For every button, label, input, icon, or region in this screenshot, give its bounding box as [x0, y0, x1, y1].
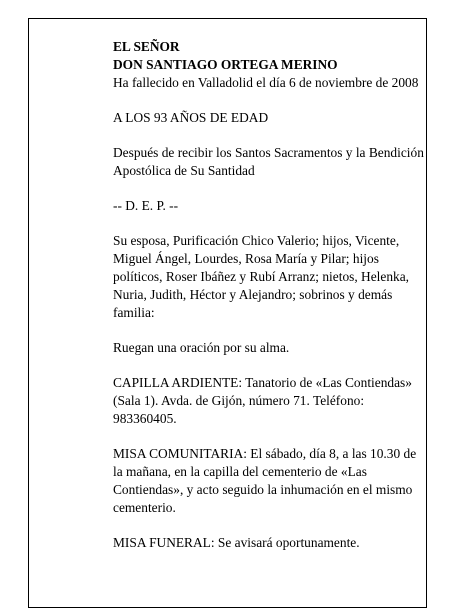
prayer-line: Ruegan una oración por su alma. — [113, 340, 290, 355]
sacraments-line: Después de recibir los Santos Sacramentos y la Bendición Apostólica de Su Santidad — [113, 145, 424, 178]
obituary-text — [113, 38, 425, 569]
age-line: A LOS 93 AÑOS DE EDAD — [113, 110, 269, 125]
community-mass-paragraph: MISA COMUNITARIA: El sábado, día 8, a las 10.30 de la mañana, en la capilla del cementerio de «Las Contiendas», y acto seguido la inhumación en el mismo cementerio. — [113, 446, 417, 515]
family-paragraph: Su esposa, Purificación Chico Valerio; hijos, Vicente, Miguel Ángel, Lourdes, Rosa María y Pilar; hijos políticos, Roser Ibáñez y Rubí Arranz; nietos, Helenka, Nuria, Judith, Héctor y Alejandro; sobrinos y demás familia: — [113, 233, 410, 320]
funeral-mass-line: MISA FUNERAL: Se avisará oportunamente. — [113, 535, 360, 550]
death-notice: Ha fallecido en Valladolid el día 6 de noviembre de 2008 — [113, 75, 419, 90]
chapel-paragraph: CAPILLA ARDIENTE: Tanatorio de «Las Contiendas» (Sala 1). Avda. de Gijón, número 71. Teléfono: 983360405. — [113, 375, 412, 426]
deceased-name: DON SANTIAGO ORTEGA MERINO — [113, 57, 338, 72]
rip-line: -- D. E. P. -- — [113, 198, 179, 213]
title-honorific: EL SEÑOR — [113, 39, 180, 54]
obituary-header — [113, 38, 425, 92]
